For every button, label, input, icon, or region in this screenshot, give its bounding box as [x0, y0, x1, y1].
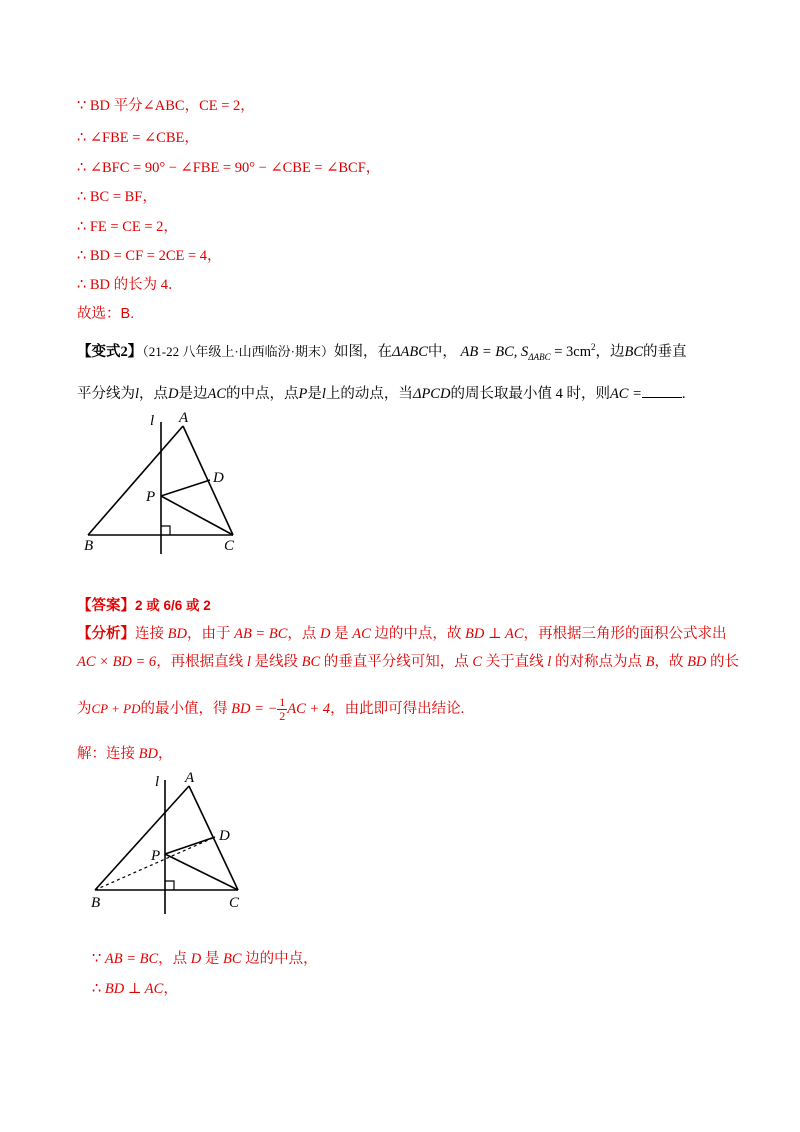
problem-d: D: [168, 386, 179, 402]
analysis-t3b: 的最小值，得: [140, 700, 232, 717]
proof-line-6: [77, 244, 222, 265]
fig1-segment-ab: [88, 426, 183, 535]
problem-text-2f: 上的动点，当: [325, 386, 413, 402]
analysis-t1c: ，点: [287, 626, 320, 642]
analysis-t1a: 连接: [135, 626, 168, 642]
analysis-ac: AC: [352, 626, 371, 642]
analysis-b: B: [645, 654, 655, 670]
analysis-t1e: 边的中点，故: [370, 626, 466, 642]
proof-line-1: [77, 94, 255, 115]
analysis-cppd: CP + PD: [91, 700, 141, 716]
problem-l: l: [135, 386, 140, 402]
analysis-t3c: ，由此即可得出结论.: [330, 700, 465, 717]
analysis-bd-eq-2: AC + 4: [287, 700, 331, 717]
proof-line-5: [77, 215, 178, 236]
problem-bc: BC: [624, 344, 644, 360]
fig1-label-l: l: [150, 413, 155, 429]
solution-bd: BD: [138, 746, 158, 762]
analysis-t2f: ，故: [654, 654, 688, 670]
answer-tag: 【答案】: [77, 598, 135, 614]
problem-text-2b: ，点: [139, 386, 169, 402]
analysis-t2b: 是线段: [250, 654, 302, 670]
analysis-line-1: [77, 622, 727, 643]
fig1-segment-pc: [161, 496, 233, 535]
analysis-bd-2: BD: [687, 654, 707, 670]
condition-text: AB = BC, S: [460, 344, 529, 360]
proof-line-3-text: ∴ ∠BFC = 90° − ∠FBE = 90° − ∠CBE = ∠BCF，: [77, 160, 381, 176]
analysis-l-2: l: [547, 654, 552, 670]
analysis-t3a: 为: [77, 700, 92, 717]
fig1-label-p: P: [146, 489, 156, 505]
analysis-t2g: 的长: [706, 654, 740, 670]
fig1-label-a: A: [179, 410, 189, 426]
proof-line-7: [77, 273, 183, 294]
fig1-label-d: D: [213, 470, 224, 486]
fig2-segment-pd: [165, 837, 215, 854]
problem-condition: [461, 344, 596, 360]
fig2-label-a: A: [185, 770, 195, 786]
analysis-line-3: [77, 696, 464, 723]
problem-tag: 【变式2】: [77, 344, 143, 360]
proof-line-2: [77, 126, 199, 147]
analysis-t2d: 关于直线: [482, 654, 548, 670]
solution-intro-text: 解：连接: [77, 746, 139, 762]
solution-s1g: 边的中点，: [241, 951, 318, 967]
solution-step-1: [92, 947, 318, 968]
fig2-label-c: C: [229, 895, 240, 911]
solution-s2a: ∴: [92, 981, 105, 997]
analysis-tag: 【分析】: [77, 626, 135, 642]
problem-pcd: ΔPCD: [412, 386, 451, 402]
problem-text-2g: 的周长取最小值 4 时，则: [450, 386, 610, 402]
problem-l-2: l: [321, 386, 326, 402]
problem-text-2e: 是: [307, 386, 322, 402]
fig1-segment-pd: [161, 480, 210, 496]
proof-line-4: [77, 185, 157, 206]
analysis-t2c: 的垂直平分线可知，点: [320, 654, 473, 670]
proof-line-4-text: ∴ BC = BF，: [77, 189, 157, 205]
fig2-segment-ab: [95, 786, 189, 890]
analysis-perp: BD ⊥ AC: [465, 626, 524, 642]
solution-s1e: 是: [201, 951, 223, 967]
problem-ac-eq: AC =: [609, 386, 642, 402]
fig2-right-angle: [165, 881, 174, 890]
condition-value: = 3cm: [550, 344, 591, 360]
fig2-segment-pc: [165, 854, 238, 890]
fraction-denominator: 2: [279, 709, 286, 723]
problem-line-1: [77, 340, 687, 362]
proof-line-6-text: ∴ BD = CF = 2CE = 4，: [77, 248, 222, 264]
solution-s1f: BC: [223, 951, 242, 967]
proof-choice: [77, 302, 134, 323]
solution-s2b: BD ⊥ AC: [104, 981, 164, 997]
analysis-line-2: [77, 650, 739, 671]
proof-line-5-text: ∴ FE = CE = 2，: [77, 219, 178, 235]
analysis-fraction: [277, 696, 287, 723]
analysis-t1f: ，再根据三角形的面积公式求出: [523, 626, 727, 642]
solution-step-2: [92, 977, 178, 998]
figure-2: [85, 770, 255, 920]
analysis-l: l: [246, 654, 251, 670]
analysis-bd-eq: BD = −: [231, 700, 278, 717]
analysis-bd: BD: [167, 626, 187, 642]
condition-sup: 2: [591, 342, 596, 353]
analysis-bc: BC: [301, 654, 321, 670]
solution-s1d: D: [190, 951, 202, 967]
solution-intro: [77, 742, 172, 763]
fig1-label-b: B: [84, 538, 94, 554]
problem-text-2c: 是边: [178, 386, 208, 402]
proof-line-2-text: ∴ ∠FBE = ∠CBE，: [77, 130, 199, 146]
figure-1: [78, 408, 248, 558]
proof-line-7-text: ∴ BD 的长为 4．: [77, 277, 183, 293]
solution-s1c: ，点: [158, 951, 191, 967]
analysis-prod: AC × BD = 6: [77, 654, 157, 670]
problem-end: .: [681, 386, 686, 402]
analysis-c: C: [472, 654, 483, 670]
problem-text-2d: 的中点，点: [226, 386, 299, 402]
analysis-t2a: ，再根据直线: [156, 654, 247, 670]
problem-source: （21-22 八年级上·山西临汾·期末）: [142, 344, 334, 359]
fig1-right-angle: [161, 526, 170, 535]
solution-intro-end: ，: [157, 746, 173, 762]
proof-choice-text: 故选：B.: [77, 306, 135, 322]
problem-triangle: ΔABC: [392, 344, 428, 360]
problem-line-2: [77, 382, 686, 403]
condition-sub: ΔABC: [528, 351, 551, 362]
fig2-label-b: B: [91, 895, 101, 911]
analysis-d: D: [320, 626, 331, 642]
analysis-ab-bc: AB = BC: [234, 626, 288, 642]
problem-text-1b: 中，: [427, 344, 457, 360]
proof-line-1-text: ∵ BD 平分∠ABC，CE = 2，: [77, 98, 255, 114]
analysis-t1b: ，由于: [186, 626, 235, 642]
solution-s2c: ，: [163, 981, 178, 997]
problem-text-2a: 平分线为: [77, 386, 135, 402]
analysis-t2e: 的对称点为点: [551, 654, 646, 670]
solution-s1a: ∵: [92, 951, 105, 967]
problem-ac: AC: [207, 386, 227, 402]
problem-p: P: [298, 386, 308, 402]
fig2-label-d: D: [219, 828, 230, 844]
answer-line: [77, 594, 211, 615]
fig2-label-p: P: [151, 848, 161, 864]
problem-text-1d: 的垂直: [643, 344, 687, 360]
proof-line-3: [77, 156, 380, 177]
answer-blank[interactable]: [642, 385, 682, 398]
analysis-t1d: 是: [330, 626, 353, 642]
fraction-numerator: 1: [279, 695, 286, 709]
fig2-label-l: l: [155, 774, 160, 790]
answer-value: 2 或 6/6 或 2: [135, 598, 211, 613]
solution-s1b: AB = BC: [104, 951, 159, 967]
fig1-label-c: C: [224, 538, 235, 554]
problem-text-1c: ，边: [595, 344, 625, 360]
problem-text-1a: 如图，在: [334, 344, 392, 360]
